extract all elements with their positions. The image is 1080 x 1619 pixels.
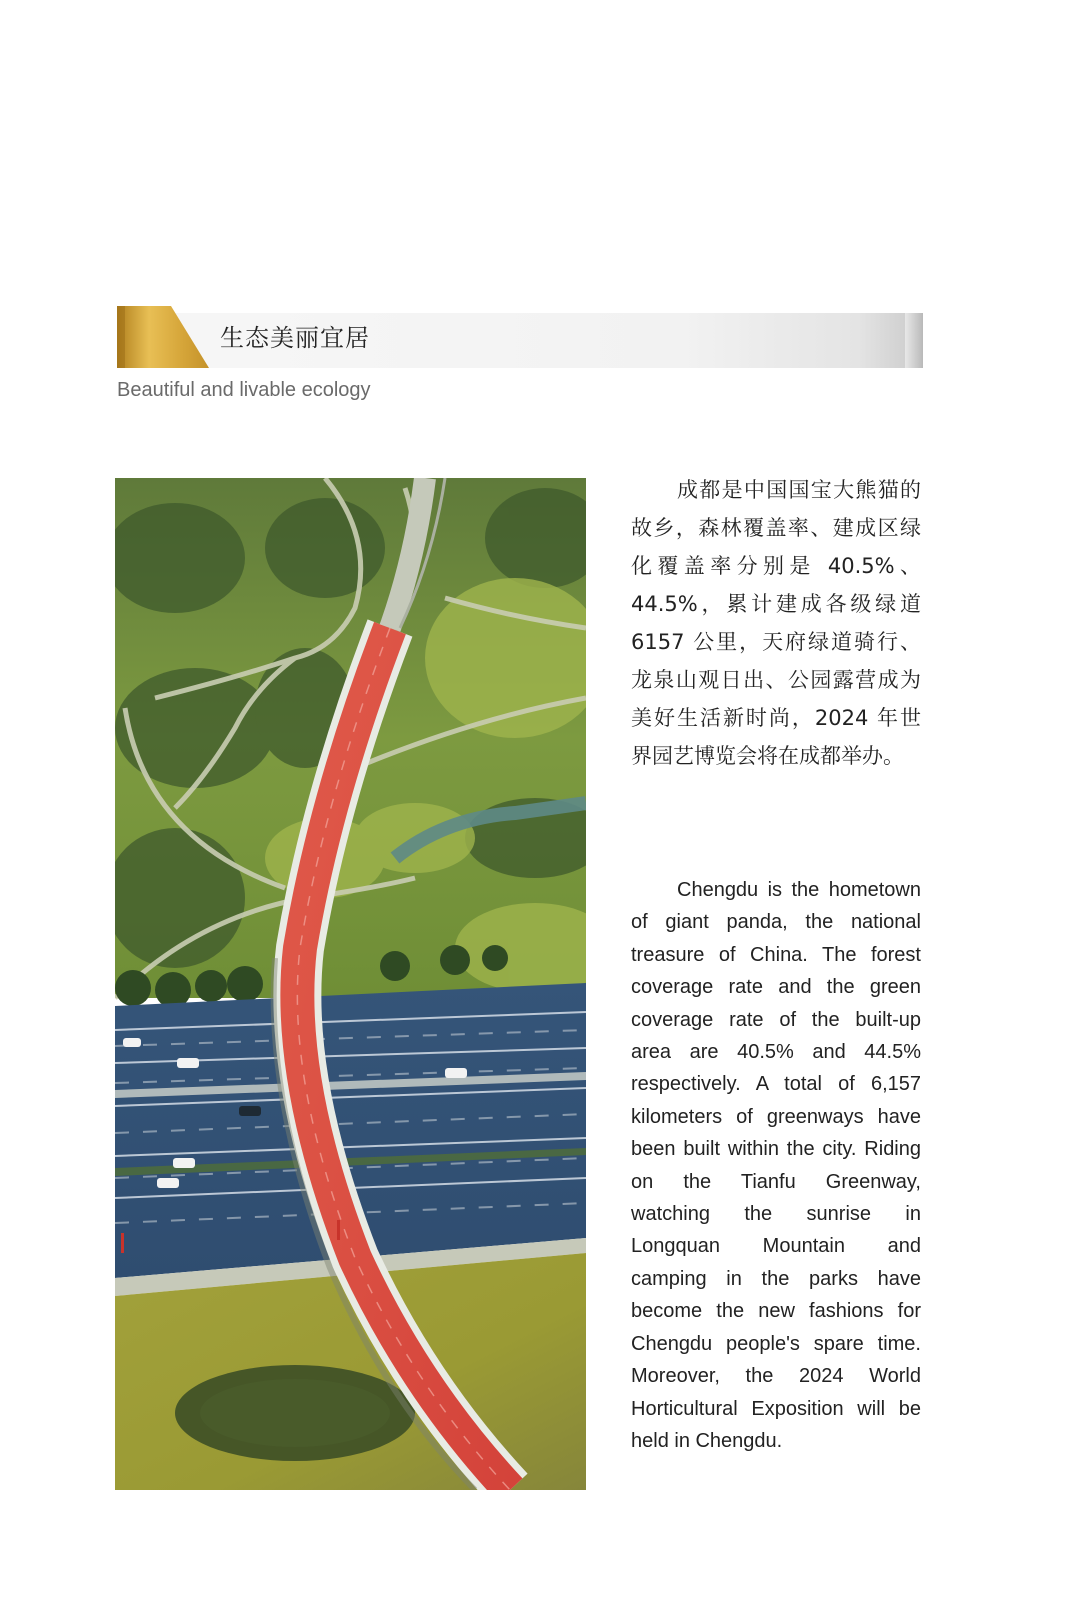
english-paragraph: Chengdu is the hometown of giant panda, the national treasure of China. The forest coverage rate and the green coverage rate of the built-up area are 40.5% and 44.5% respectively. A total of 6,157 kilometers of greenways have been built within the city. Riding on the Tianfu Greenway, watching the sunrise in Longquan Mountain and camping in the parks have become the new fashions for Chengdu people's spare time. Moreover, the 2024 World Horticultural Exposition will be held in Chengdu.: [631, 879, 921, 1452]
section-subtitle: Beautiful and livable ecology: [117, 379, 371, 401]
aerial-greenway-photo: [115, 478, 586, 1490]
section-title: 生态美丽宜居: [220, 324, 370, 352]
gold-tab-decoration: [117, 306, 209, 370]
chinese-paragraph: 成都是中国国宝大熊猫的故乡，森林覆盖率、建成区绿化覆盖率分别是 40.5%、44.5%，累计建成各级绿道 6157 公里，天府绿道骑行、龙泉山观日出、公园露营成为美好生活新时尚，2024 年世界园艺博览会将在成都举办。: [631, 478, 921, 768]
